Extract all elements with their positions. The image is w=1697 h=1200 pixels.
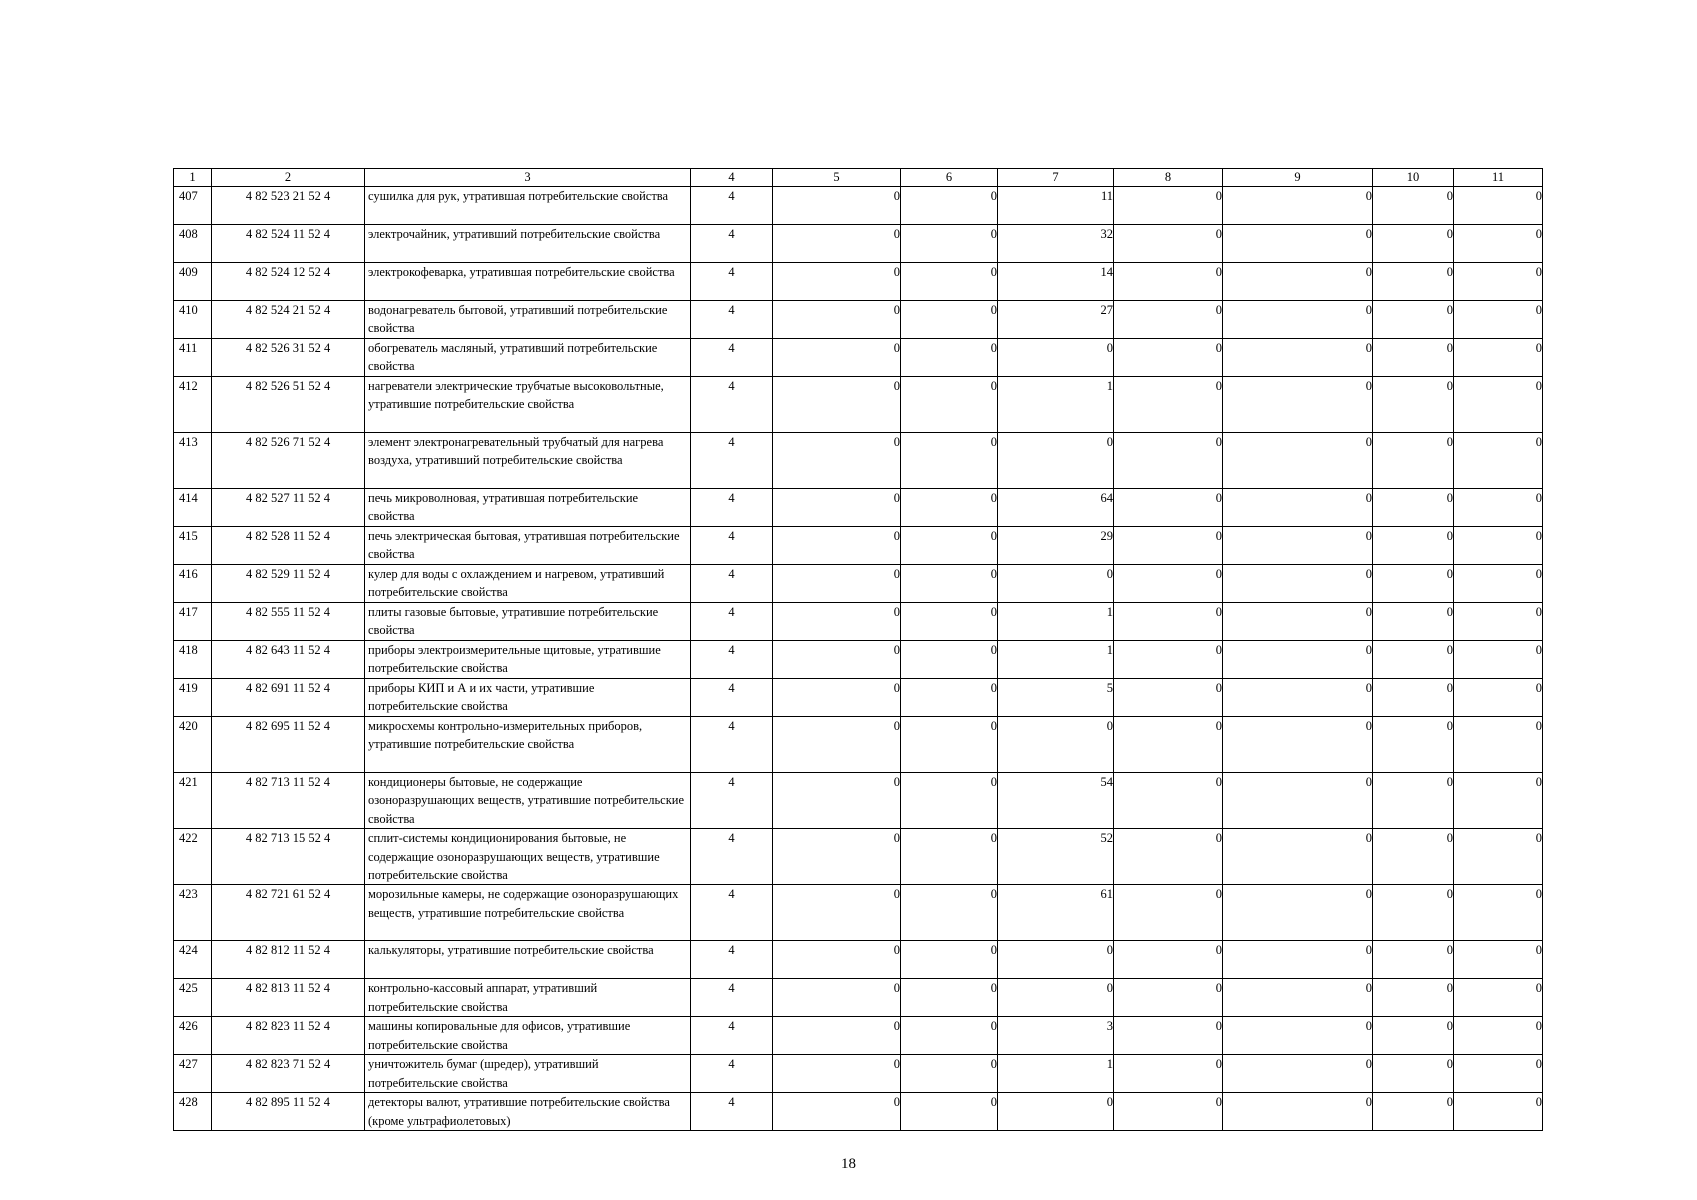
hazard-class-cell: 4 xyxy=(691,773,773,829)
column-10-cell: 0 xyxy=(1373,489,1454,527)
column-8-cell: 0 xyxy=(1114,1055,1223,1093)
waste-name-cell: морозильные камеры, не содержащие озоноразрушающих веществ, утратившие потребительские свойства xyxy=(365,885,691,941)
column-header-2: 2 xyxy=(212,169,365,187)
column-6-cell: 0 xyxy=(901,603,998,641)
row-number-cell: 426 xyxy=(174,1017,212,1055)
column-8-cell: 0 xyxy=(1114,565,1223,603)
waste-code-cell: 4 82 555 11 52 4 xyxy=(212,603,365,641)
waste-code-cell: 4 82 523 21 52 4 xyxy=(212,187,365,225)
column-6-cell: 0 xyxy=(901,641,998,679)
column-5-cell: 0 xyxy=(773,263,901,301)
column-7-cell: 54 xyxy=(998,773,1114,829)
column-6-cell: 0 xyxy=(901,565,998,603)
waste-name-cell: элемент электронагревательный трубчатый для нагрева воздуха, утративший потребительские свойства xyxy=(365,433,691,489)
page-number: 18 xyxy=(841,1156,856,1172)
waste-code-cell: 4 82 713 15 52 4 xyxy=(212,829,365,885)
waste-code-cell: 4 82 524 12 52 4 xyxy=(212,263,365,301)
column-5-cell: 0 xyxy=(773,339,901,377)
table-row xyxy=(174,339,1543,377)
column-11-cell: 0 xyxy=(1454,1093,1543,1131)
column-7-cell: 5 xyxy=(998,679,1114,717)
column-7-cell: 0 xyxy=(998,339,1114,377)
column-5-cell: 0 xyxy=(773,1055,901,1093)
waste-code-cell: 4 82 813 11 52 4 xyxy=(212,979,365,1017)
column-8-cell: 0 xyxy=(1114,433,1223,489)
column-9-cell: 0 xyxy=(1223,829,1373,885)
column-11-cell: 0 xyxy=(1454,187,1543,225)
column-11-cell: 0 xyxy=(1454,885,1543,941)
column-6-cell: 0 xyxy=(901,829,998,885)
row-number-cell: 417 xyxy=(174,603,212,641)
waste-code-cell: 4 82 823 11 52 4 xyxy=(212,1017,365,1055)
waste-name-cell: кондиционеры бытовые, не содержащие озоноразрушающих веществ, утратившие потребительские свойства xyxy=(365,773,691,829)
column-7-cell: 1 xyxy=(998,1055,1114,1093)
column-10-cell: 0 xyxy=(1373,1055,1454,1093)
table-row xyxy=(174,1055,1543,1093)
table-row xyxy=(174,565,1543,603)
column-7-cell: 14 xyxy=(998,263,1114,301)
column-6-cell: 0 xyxy=(901,489,998,527)
column-header-9: 9 xyxy=(1223,169,1373,187)
column-11-cell: 0 xyxy=(1454,829,1543,885)
column-5-cell: 0 xyxy=(773,527,901,565)
column-8-cell: 0 xyxy=(1114,829,1223,885)
column-9-cell: 0 xyxy=(1223,1093,1373,1131)
table-row xyxy=(174,187,1543,225)
column-7-cell: 1 xyxy=(998,641,1114,679)
column-5-cell: 0 xyxy=(773,717,901,773)
column-5-cell: 0 xyxy=(773,433,901,489)
column-7-cell: 0 xyxy=(998,979,1114,1017)
hazard-class-cell: 4 xyxy=(691,641,773,679)
column-8-cell: 0 xyxy=(1114,1017,1223,1055)
column-9-cell: 0 xyxy=(1223,377,1373,433)
column-11-cell: 0 xyxy=(1454,301,1543,339)
row-number-cell: 408 xyxy=(174,225,212,263)
column-7-cell: 29 xyxy=(998,527,1114,565)
table-row xyxy=(174,679,1543,717)
column-9-cell: 0 xyxy=(1223,489,1373,527)
waste-code-cell: 4 82 691 11 52 4 xyxy=(212,679,365,717)
column-6-cell: 0 xyxy=(901,225,998,263)
waste-code-cell: 4 82 529 11 52 4 xyxy=(212,565,365,603)
hazard-class-cell: 4 xyxy=(691,1093,773,1131)
column-header-10: 10 xyxy=(1373,169,1454,187)
column-10-cell: 0 xyxy=(1373,773,1454,829)
hazard-class-cell: 4 xyxy=(691,1055,773,1093)
column-8-cell: 0 xyxy=(1114,263,1223,301)
column-5-cell: 0 xyxy=(773,773,901,829)
hazard-class-cell: 4 xyxy=(691,339,773,377)
waste-code-cell: 4 82 695 11 52 4 xyxy=(212,717,365,773)
waste-code-cell: 4 82 526 51 52 4 xyxy=(212,377,365,433)
column-10-cell: 0 xyxy=(1373,829,1454,885)
column-8-cell: 0 xyxy=(1114,941,1223,979)
column-5-cell: 0 xyxy=(773,679,901,717)
column-7-cell: 0 xyxy=(998,941,1114,979)
column-10-cell: 0 xyxy=(1373,679,1454,717)
column-11-cell: 0 xyxy=(1454,773,1543,829)
row-number-cell: 428 xyxy=(174,1093,212,1131)
column-5-cell: 0 xyxy=(773,565,901,603)
waste-name-cell: приборы электроизмерительные щитовые, утратившие потребительские свойства xyxy=(365,641,691,679)
column-8-cell: 0 xyxy=(1114,979,1223,1017)
column-11-cell: 0 xyxy=(1454,263,1543,301)
column-5-cell: 0 xyxy=(773,829,901,885)
column-8-cell: 0 xyxy=(1114,641,1223,679)
column-11-cell: 0 xyxy=(1454,603,1543,641)
column-5-cell: 0 xyxy=(773,941,901,979)
column-9-cell: 0 xyxy=(1223,187,1373,225)
column-10-cell: 0 xyxy=(1373,301,1454,339)
column-9-cell: 0 xyxy=(1223,225,1373,263)
row-number-cell: 414 xyxy=(174,489,212,527)
waste-name-cell: обогреватель масляный, утративший потребительские свойства xyxy=(365,339,691,377)
column-8-cell: 0 xyxy=(1114,527,1223,565)
waste-name-cell: сплит-системы кондиционирования бытовые, не содержащие озоноразрушающих веществ, утратившие потребительские свойства xyxy=(365,829,691,885)
table-row xyxy=(174,225,1543,263)
column-9-cell: 0 xyxy=(1223,885,1373,941)
column-header-6: 6 xyxy=(901,169,998,187)
column-8-cell: 0 xyxy=(1114,885,1223,941)
column-10-cell: 0 xyxy=(1373,187,1454,225)
table-row xyxy=(174,717,1543,773)
column-9-cell: 0 xyxy=(1223,339,1373,377)
column-7-cell: 3 xyxy=(998,1017,1114,1055)
column-header-8: 8 xyxy=(1114,169,1223,187)
table-row xyxy=(174,885,1543,941)
waste-code-cell: 4 82 524 21 52 4 xyxy=(212,301,365,339)
column-5-cell: 0 xyxy=(773,1093,901,1131)
waste-name-cell: печь микроволновая, утратившая потребительские свойства xyxy=(365,489,691,527)
column-6-cell: 0 xyxy=(901,301,998,339)
column-7-cell: 0 xyxy=(998,717,1114,773)
column-7-cell: 0 xyxy=(998,433,1114,489)
column-5-cell: 0 xyxy=(773,377,901,433)
column-9-cell: 0 xyxy=(1223,979,1373,1017)
hazard-class-cell: 4 xyxy=(691,225,773,263)
column-11-cell: 0 xyxy=(1454,565,1543,603)
hazard-class-cell: 4 xyxy=(691,1017,773,1055)
table-row xyxy=(174,527,1543,565)
column-5-cell: 0 xyxy=(773,225,901,263)
hazard-class-cell: 4 xyxy=(691,829,773,885)
column-8-cell: 0 xyxy=(1114,339,1223,377)
column-8-cell: 0 xyxy=(1114,679,1223,717)
waste-name-cell: водонагреватель бытовой, утративший потребительские свойства xyxy=(365,301,691,339)
table-row xyxy=(174,377,1543,433)
column-number-header-row xyxy=(174,169,1543,187)
table-row xyxy=(174,1093,1543,1131)
column-9-cell: 0 xyxy=(1223,1017,1373,1055)
table-row xyxy=(174,641,1543,679)
column-header-1: 1 xyxy=(174,169,212,187)
column-7-cell: 1 xyxy=(998,603,1114,641)
hazard-class-cell: 4 xyxy=(691,717,773,773)
column-7-cell: 0 xyxy=(998,1093,1114,1131)
hazard-class-cell: 4 xyxy=(691,679,773,717)
column-5-cell: 0 xyxy=(773,885,901,941)
column-9-cell: 0 xyxy=(1223,641,1373,679)
column-8-cell: 0 xyxy=(1114,301,1223,339)
column-11-cell: 0 xyxy=(1454,225,1543,263)
row-number-cell: 421 xyxy=(174,773,212,829)
waste-name-cell: микросхемы контрольно-измерительных приборов, утратившие потребительские свойства xyxy=(365,717,691,773)
column-10-cell: 0 xyxy=(1373,1017,1454,1055)
column-10-cell: 0 xyxy=(1373,603,1454,641)
row-number-cell: 420 xyxy=(174,717,212,773)
waste-name-cell: калькуляторы, утратившие потребительские свойства xyxy=(365,941,691,979)
column-6-cell: 0 xyxy=(901,527,998,565)
waste-name-cell: машины копировальные для офисов, утратившие потребительские свойства xyxy=(365,1017,691,1055)
waste-code-cell: 4 82 643 11 52 4 xyxy=(212,641,365,679)
hazard-class-cell: 4 xyxy=(691,433,773,489)
row-number-cell: 427 xyxy=(174,1055,212,1093)
column-10-cell: 0 xyxy=(1373,263,1454,301)
hazard-class-cell: 4 xyxy=(691,489,773,527)
row-number-cell: 412 xyxy=(174,377,212,433)
column-9-cell: 0 xyxy=(1223,773,1373,829)
column-8-cell: 0 xyxy=(1114,603,1223,641)
table-row xyxy=(174,301,1543,339)
column-8-cell: 0 xyxy=(1114,1093,1223,1131)
table-row xyxy=(174,1017,1543,1055)
column-header-11: 11 xyxy=(1454,169,1543,187)
column-10-cell: 0 xyxy=(1373,377,1454,433)
hazard-class-cell: 4 xyxy=(691,603,773,641)
table-row xyxy=(174,773,1543,829)
column-6-cell: 0 xyxy=(901,263,998,301)
column-6-cell: 0 xyxy=(901,377,998,433)
waste-name-cell: электрочайник, утративший потребительские свойства xyxy=(365,225,691,263)
waste-code-cell: 4 82 526 31 52 4 xyxy=(212,339,365,377)
column-6-cell: 0 xyxy=(901,1093,998,1131)
waste-name-cell: нагреватели электрические трубчатые высоковольтные, утратившие потребительские свойства xyxy=(365,377,691,433)
column-9-cell: 0 xyxy=(1223,301,1373,339)
column-8-cell: 0 xyxy=(1114,187,1223,225)
waste-table xyxy=(173,168,1543,1131)
hazard-class-cell: 4 xyxy=(691,187,773,225)
waste-code-cell: 4 82 713 11 52 4 xyxy=(212,773,365,829)
table-row xyxy=(174,829,1543,885)
waste-code-cell: 4 82 528 11 52 4 xyxy=(212,527,365,565)
row-number-cell: 413 xyxy=(174,433,212,489)
row-number-cell: 410 xyxy=(174,301,212,339)
row-number-cell: 407 xyxy=(174,187,212,225)
column-9-cell: 0 xyxy=(1223,565,1373,603)
column-5-cell: 0 xyxy=(773,603,901,641)
column-6-cell: 0 xyxy=(901,885,998,941)
table-row xyxy=(174,603,1543,641)
row-number-cell: 418 xyxy=(174,641,212,679)
column-9-cell: 0 xyxy=(1223,433,1373,489)
column-7-cell: 32 xyxy=(998,225,1114,263)
column-9-cell: 0 xyxy=(1223,1055,1373,1093)
column-7-cell: 61 xyxy=(998,885,1114,941)
column-6-cell: 0 xyxy=(901,187,998,225)
column-11-cell: 0 xyxy=(1454,489,1543,527)
column-8-cell: 0 xyxy=(1114,717,1223,773)
waste-name-cell: контрольно-кассовый аппарат, утративший потребительские свойства xyxy=(365,979,691,1017)
waste-code-cell: 4 82 524 11 52 4 xyxy=(212,225,365,263)
table-body xyxy=(174,187,1543,1131)
waste-name-cell: плиты газовые бытовые, утратившие потребительские свойства xyxy=(365,603,691,641)
column-6-cell: 0 xyxy=(901,1055,998,1093)
column-10-cell: 0 xyxy=(1373,225,1454,263)
column-11-cell: 0 xyxy=(1454,433,1543,489)
table-row xyxy=(174,433,1543,489)
column-9-cell: 0 xyxy=(1223,679,1373,717)
hazard-class-cell: 4 xyxy=(691,941,773,979)
waste-code-cell: 4 82 823 71 52 4 xyxy=(212,1055,365,1093)
column-10-cell: 0 xyxy=(1373,527,1454,565)
column-5-cell: 0 xyxy=(773,641,901,679)
column-header-5: 5 xyxy=(773,169,901,187)
column-11-cell: 0 xyxy=(1454,941,1543,979)
column-11-cell: 0 xyxy=(1454,679,1543,717)
column-header-3: 3 xyxy=(365,169,691,187)
waste-code-cell: 4 82 526 71 52 4 xyxy=(212,433,365,489)
column-10-cell: 0 xyxy=(1373,979,1454,1017)
column-11-cell: 0 xyxy=(1454,339,1543,377)
row-number-cell: 423 xyxy=(174,885,212,941)
row-number-cell: 415 xyxy=(174,527,212,565)
column-8-cell: 0 xyxy=(1114,489,1223,527)
column-6-cell: 0 xyxy=(901,979,998,1017)
column-11-cell: 0 xyxy=(1454,1017,1543,1055)
hazard-class-cell: 4 xyxy=(691,565,773,603)
column-header-7: 7 xyxy=(998,169,1114,187)
waste-name-cell: электрокофеварка, утратившая потребительские свойства xyxy=(365,263,691,301)
column-11-cell: 0 xyxy=(1454,527,1543,565)
column-5-cell: 0 xyxy=(773,1017,901,1055)
column-5-cell: 0 xyxy=(773,187,901,225)
waste-code-cell: 4 82 527 11 52 4 xyxy=(212,489,365,527)
column-10-cell: 0 xyxy=(1373,717,1454,773)
column-7-cell: 1 xyxy=(998,377,1114,433)
column-6-cell: 0 xyxy=(901,941,998,979)
column-6-cell: 0 xyxy=(901,773,998,829)
column-9-cell: 0 xyxy=(1223,941,1373,979)
row-number-cell: 424 xyxy=(174,941,212,979)
column-11-cell: 0 xyxy=(1454,1055,1543,1093)
waste-name-cell: сушилка для рук, утратившая потребительские свойства xyxy=(365,187,691,225)
hazard-class-cell: 4 xyxy=(691,527,773,565)
waste-code-cell: 4 82 721 61 52 4 xyxy=(212,885,365,941)
column-10-cell: 0 xyxy=(1373,885,1454,941)
column-6-cell: 0 xyxy=(901,679,998,717)
hazard-class-cell: 4 xyxy=(691,979,773,1017)
waste-name-cell: печь электрическая бытовая, утратившая потребительские свойства xyxy=(365,527,691,565)
column-header-4: 4 xyxy=(691,169,773,187)
row-number-cell: 409 xyxy=(174,263,212,301)
column-11-cell: 0 xyxy=(1454,717,1543,773)
column-9-cell: 0 xyxy=(1223,527,1373,565)
column-8-cell: 0 xyxy=(1114,377,1223,433)
waste-code-cell: 4 82 812 11 52 4 xyxy=(212,941,365,979)
column-6-cell: 0 xyxy=(901,433,998,489)
row-number-cell: 422 xyxy=(174,829,212,885)
column-10-cell: 0 xyxy=(1373,1093,1454,1131)
column-5-cell: 0 xyxy=(773,301,901,339)
column-7-cell: 64 xyxy=(998,489,1114,527)
hazard-class-cell: 4 xyxy=(691,263,773,301)
waste-name-cell: приборы КИП и А и их части, утратившие потребительские свойства xyxy=(365,679,691,717)
hazard-class-cell: 4 xyxy=(691,301,773,339)
column-10-cell: 0 xyxy=(1373,433,1454,489)
waste-code-cell: 4 82 895 11 52 4 xyxy=(212,1093,365,1131)
column-10-cell: 0 xyxy=(1373,941,1454,979)
column-7-cell: 0 xyxy=(998,565,1114,603)
column-11-cell: 0 xyxy=(1454,979,1543,1017)
waste-name-cell: кулер для воды с охлаждением и нагревом, утративший потребительские свойства xyxy=(365,565,691,603)
row-number-cell: 425 xyxy=(174,979,212,1017)
column-6-cell: 0 xyxy=(901,1017,998,1055)
column-8-cell: 0 xyxy=(1114,773,1223,829)
column-9-cell: 0 xyxy=(1223,263,1373,301)
column-7-cell: 11 xyxy=(998,187,1114,225)
column-6-cell: 0 xyxy=(901,339,998,377)
row-number-cell: 416 xyxy=(174,565,212,603)
column-7-cell: 27 xyxy=(998,301,1114,339)
row-number-cell: 419 xyxy=(174,679,212,717)
column-5-cell: 0 xyxy=(773,979,901,1017)
table-row xyxy=(174,263,1543,301)
column-9-cell: 0 xyxy=(1223,603,1373,641)
hazard-class-cell: 4 xyxy=(691,377,773,433)
column-10-cell: 0 xyxy=(1373,339,1454,377)
table-row xyxy=(174,979,1543,1017)
column-5-cell: 0 xyxy=(773,489,901,527)
column-11-cell: 0 xyxy=(1454,377,1543,433)
column-8-cell: 0 xyxy=(1114,225,1223,263)
hazard-class-cell: 4 xyxy=(691,885,773,941)
table-row xyxy=(174,941,1543,979)
row-number-cell: 411 xyxy=(174,339,212,377)
column-7-cell: 52 xyxy=(998,829,1114,885)
column-9-cell: 0 xyxy=(1223,717,1373,773)
column-10-cell: 0 xyxy=(1373,565,1454,603)
column-10-cell: 0 xyxy=(1373,641,1454,679)
column-6-cell: 0 xyxy=(901,717,998,773)
table-row xyxy=(174,489,1543,527)
column-11-cell: 0 xyxy=(1454,641,1543,679)
waste-name-cell: детекторы валют, утратившие потребительские свойства (кроме ультрафиолетовых) xyxy=(365,1093,691,1131)
waste-name-cell: уничтожитель бумаг (шредер), утративший потребительские свойства xyxy=(365,1055,691,1093)
